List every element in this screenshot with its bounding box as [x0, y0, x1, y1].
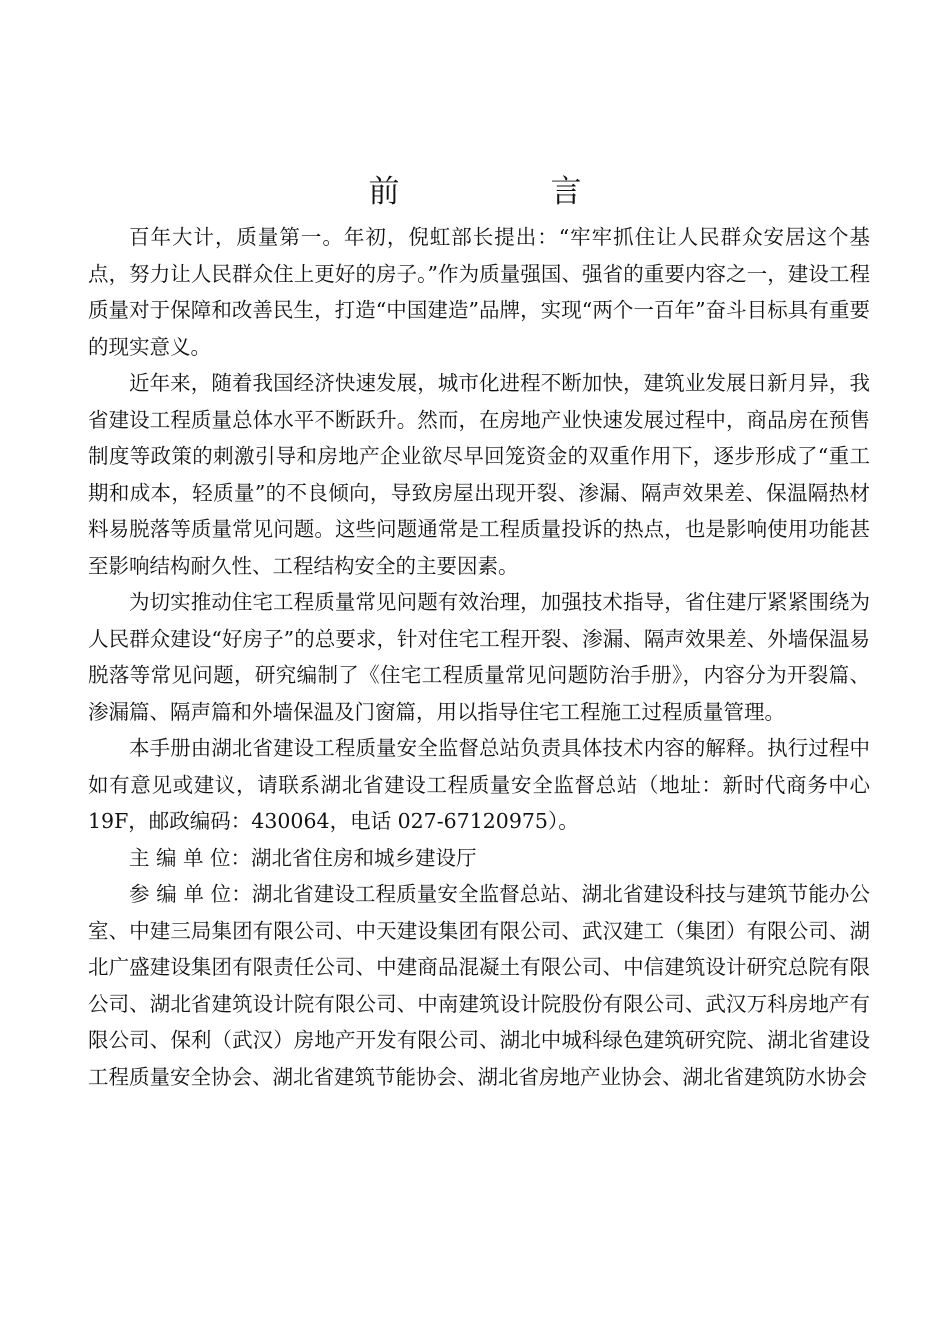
- preface-body: [88, 219, 870, 1095]
- paragraph-recent-years: 近年来，随着我国经济快速发展，城市化进程不断加快，建筑业发展日新月异，我省建设工程质量总体水平不断跃升。然而，在房地产业快速发展过程中，商品房在预售制度等政策的刺激引导和房地产企业欲尽早回笼资金的双重作用下，逐步形成了“重工期和成本，轻质量”的不良倾向，导致房屋出现开裂、渗漏、隔声效果差、保温隔热材料易脱落等质量常见问题。这些问题通常是工程质量投诉的热点，也是影响使用功能甚至影响结构耐久性、工程结构安全的主要因素。: [88, 371, 870, 578]
- paragraph-participating-units: 参 编 单 位：湖北省建设工程质量安全监督总站、湖北省建设科技与建筑节能办公室、中建三局集团有限公司、中天建设集团有限公司、武汉建工（集团）有限公司、湖北广盛建设集团有限责任公司、中建商品混凝土有限公司、中信建筑设计研究总院有限公司、湖北省建筑设计院有限公司、中南建筑设计院股份有限公司、武汉万科房地产有限公司、保利（武汉）房地产开发有限公司、湖北中城科绿色建筑研究院、湖北省建设工程质量安全协会、湖北省建筑节能协会、湖北省房地产业协会、湖北省建筑防水协会: [88, 882, 870, 1089]
- paragraph-manual-purpose: 为切实推动住宅工程质量常见问题有效治理，加强技术指导，省住建厅紧紧围绕为人民群众建设“好房子”的总要求，针对住宅工程开裂、渗漏、隔声效果差、外墙保温易脱落等常见问题，研究编制了《住宅工程质量常见问题防治手册》，内容分为开裂篇、渗漏篇、隔声篇和外墙保温及门窗篇，用以指导住宅工程施工过程质量管理。: [88, 590, 870, 724]
- paragraph-contact-info: 本手册由湖北省建设工程质量安全监督总站负责具体技术内容的解释。执行过程中如有意见或建议，请联系湖北省建设工程质量安全监督总站（地址：新时代商务中心 19F，邮政编码：430064，电话 027-67120975）。: [88, 736, 870, 833]
- paragraph-chief-editor-unit: 主 编 单 位：湖北省住房和城乡建设厅: [129, 845, 477, 870]
- paragraph-quality-first: 百年大计，质量第一。年初，倪虹部长提出：“牢牢抓住让人民群众安居这个基点，努力让人民群众住上更好的房子。”作为质量强国、强省的重要内容之一，建设工程质量对于保障和改善民生，打造“中国建造”品牌，实现“两个一百年”奋斗目标具有重要的现实意义。: [88, 225, 870, 359]
- page-title: 前 言: [368, 174, 642, 210]
